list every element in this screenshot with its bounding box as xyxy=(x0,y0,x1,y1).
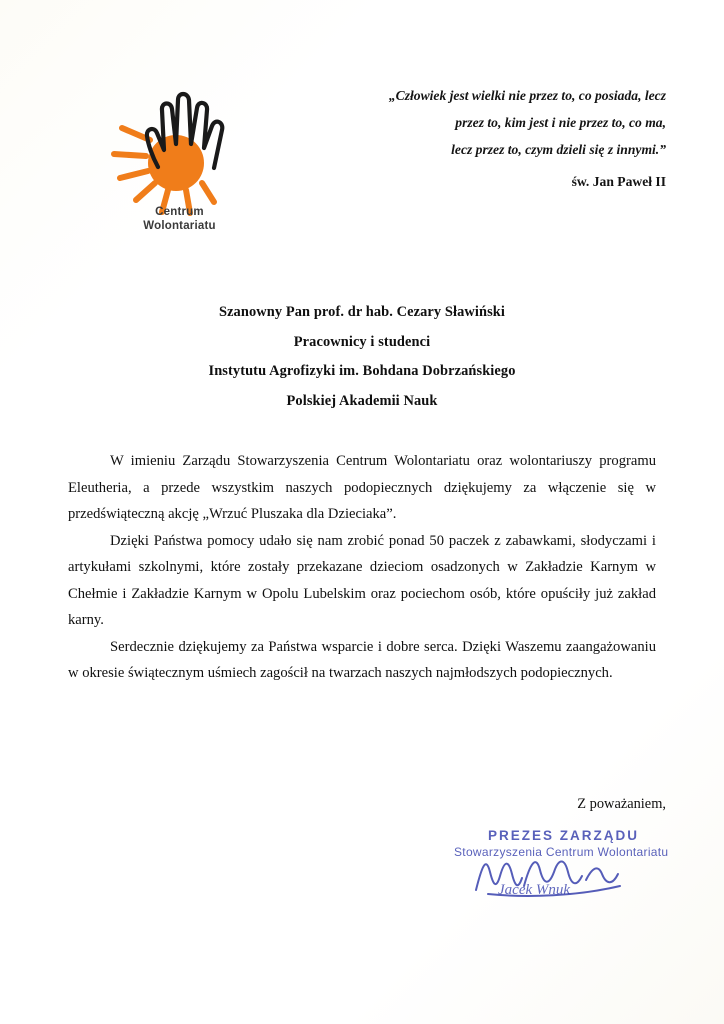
addressee-line-2: Pracownicy i studenci xyxy=(293,333,431,350)
body-paragraph-3: Serdecznie dziękujemy za Państwa wsparcie i dobre serca. Dzięki Waszemu zaangażowaniu w okresie świątecznym uśmiech zagościł na twarzach naszych najmłodszych podopiecznych. xyxy=(68,638,656,682)
addressee-line-1: Szanowny Pan prof. dr hab. Cezary Sławiński xyxy=(218,304,506,320)
quote-line-2: przez to, kim jest i nie przez to, co ma, xyxy=(455,115,666,131)
quote-line-3: lecz przez to, czym dzieli się z innymi.” xyxy=(451,142,666,158)
quote-block xyxy=(336,82,666,195)
addressee-block xyxy=(0,298,724,416)
body-paragraph-2: Dzięki Państwa pomocy udało się nam zrobić ponad 50 paczek z zabawkami, słodyczami i artykułami szkolnymi, które zostały przekazane dzieciom osadzonych w Zakładzie Karnym w Chełmie i Zakładzie Karnym w Opolu Lubelskim oraz pociechom osób, które opuściły już zakład karny. xyxy=(68,532,656,629)
addressee-line-3: Instytutu Agrofizyki im. Bohdana Dobrzańskiego xyxy=(208,363,516,380)
closing-salutation: Z poważaniem, xyxy=(577,796,666,812)
letter-body xyxy=(68,448,656,687)
logo-caption-line1: Centrum xyxy=(155,206,204,218)
logo-caption xyxy=(92,205,267,234)
logo-caption-line2: Wolontariatu xyxy=(143,220,216,233)
quote-line-1: „Człowiek jest wielki nie przez to, co posiada, lecz xyxy=(388,88,666,103)
letterhead xyxy=(0,60,724,240)
signature-name: Jacek Wnuk xyxy=(498,882,571,898)
body-paragraph-1: W imieniu Zarządu Stowarzyszenia Centrum Wolontariatu oraz wolontariuszy programu Eleutheria, a przede wszystkim naszych podopiecznych dziękujemy za włączenie się w przedświąteczną akcję „Wrzuć Pluszaka dla Dzieciaka”. xyxy=(68,453,656,523)
stamp-title: PREZES ZARZĄDU xyxy=(488,828,640,843)
addressee-line-4: Polskiej Akademii Nauk xyxy=(286,392,438,409)
stamp-organization: Stowarzyszenia Centrum Wolontariatu xyxy=(454,845,669,859)
signature-block xyxy=(440,822,680,912)
quote-author: św. Jan Paweł II xyxy=(571,173,666,189)
